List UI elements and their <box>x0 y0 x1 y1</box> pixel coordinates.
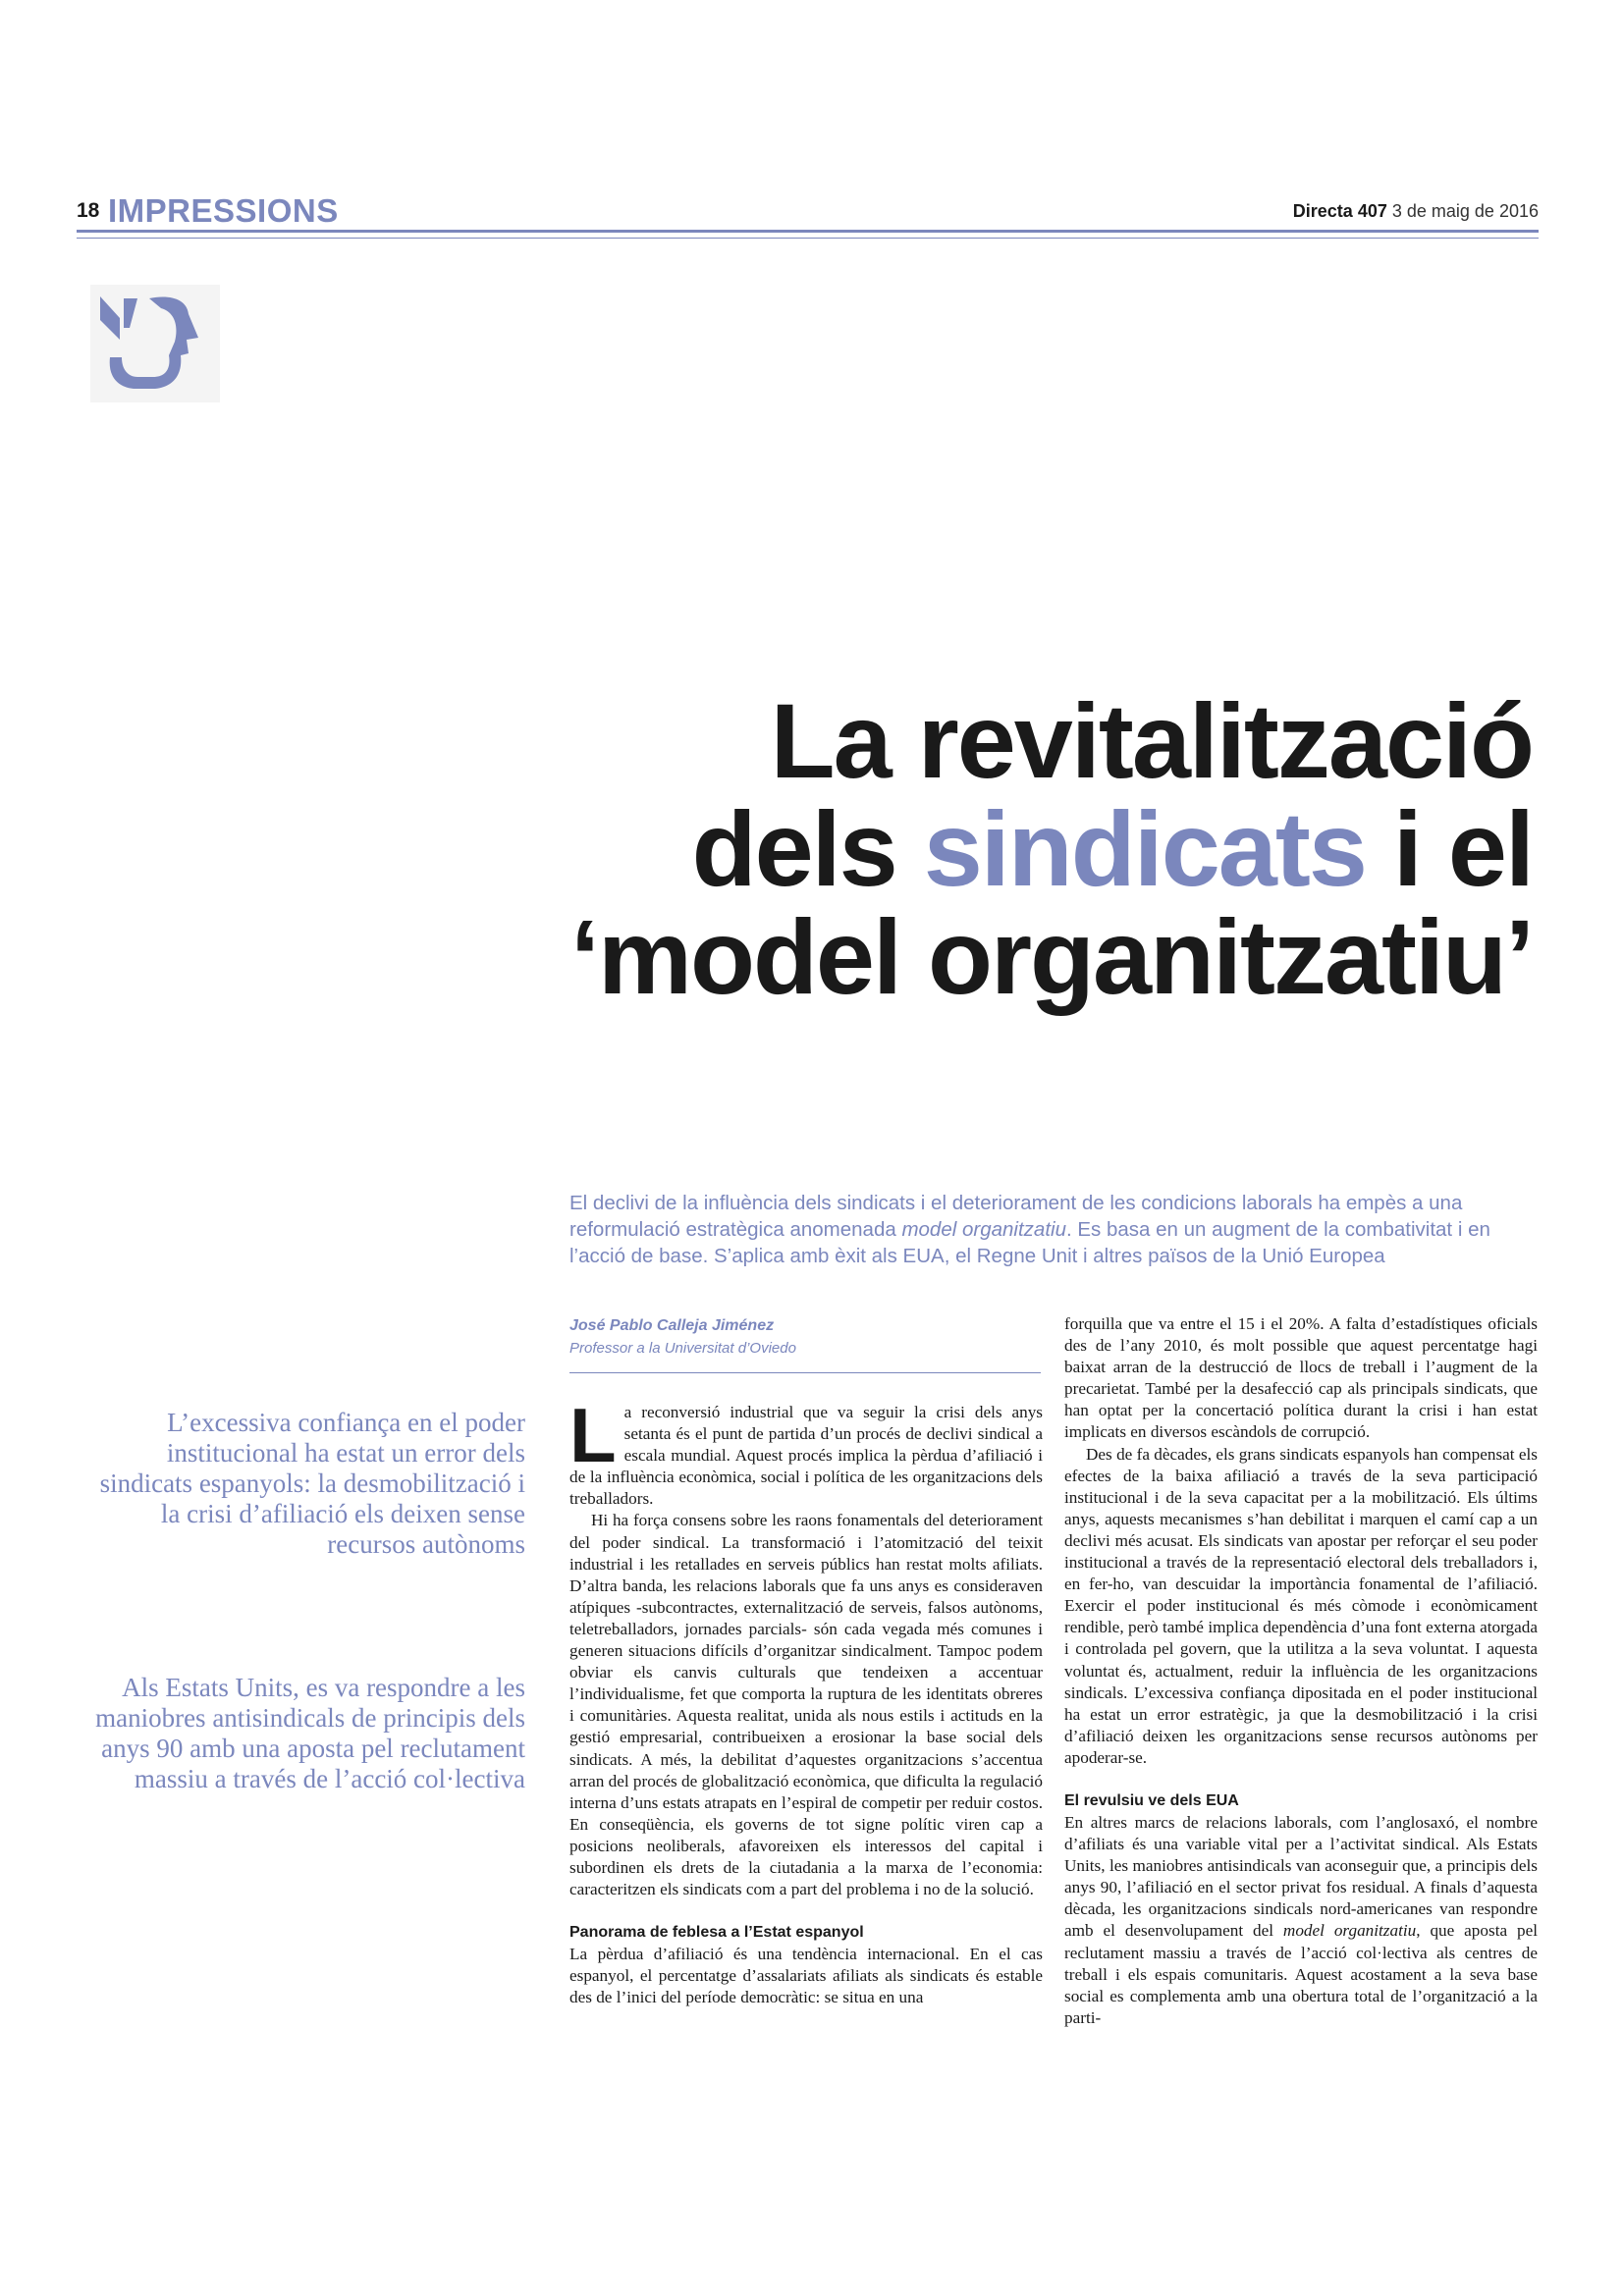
standfirst-text: El declivi de la influència dels sindicats i el deteriorament de les condicions laborals ha empès a una reformulació estratègica anomenada <box>569 1192 1463 1241</box>
author-name: José Pablo Calleja Jiménez <box>569 1317 775 1334</box>
headline-accent: sindicats <box>923 789 1366 908</box>
issue-date: 3 de maig de 2016 <box>1391 201 1539 221</box>
paragraph-text: , que aposta pel reclutament massiu a través de l’acció col·lectiva als centres de treball i els espais comunitaris. Aquest acostament a la seva base social es complementa amb una obertura total de l’organització a la parti- <box>1064 1921 1538 2027</box>
section-title: IMPRESSIONS <box>108 192 339 229</box>
paragraph-italic: model organitzatiu <box>1282 1921 1417 1941</box>
pull-quote: Als Estats Units, es va respondre a les maniobres antisindicals de principis dels anys 90 amb una aposta pel reclutament massiu a través de l’acció col·lectiva <box>95 1673 525 1793</box>
head-profile-icon <box>90 285 220 402</box>
body-column-2 <box>1064 1313 1538 2029</box>
page-number: 18 <box>77 199 100 222</box>
headline-text: dels <box>691 789 924 908</box>
body-paragraph: La pèrdua d’afiliació és una tendència internacional. En el cas espanyol, el percentatge d’assalariats afiliats als sindicats és estable des de l’inici del període democràtic: se situa en una <box>569 1945 1043 2007</box>
header-rule-thin <box>77 238 1539 239</box>
pull-quote: L’excessiva confiança en el poder institucional ha estat un error dels sindicats espanyols: la desmobilització i la crisi d’afiliació els deixen sense recursos autònoms <box>99 1408 525 1559</box>
body-paragraph <box>1064 1812 1538 2029</box>
headline <box>256 681 1533 1016</box>
author-role: Professor a la Universitat d’Oviedo <box>569 1340 796 1357</box>
standfirst <box>569 1190 1551 1269</box>
headline-text: i el <box>1365 789 1533 908</box>
subheading: El revulsiu ve dels EUA <box>1064 1791 1239 1809</box>
body-paragraph-continued: forquilla que va entre el 15 i el 20%. A falta d’estadístiques oficials des de l’any 2010, és molt possible que aquest percentatge hagi baixat arran de la destrucció de llocs de treball i l’augment de la precarietat. També per la desafecció cap als principals sindicats, que han optat per la concertació política durant la crisi i han estat implicats en diversos escàndols de corrupció. <box>1064 1314 1538 1442</box>
subheading: Panorama de feblesa a l’Estat espanyol <box>569 1924 864 1942</box>
body-paragraph <box>569 1392 1043 1510</box>
standfirst-text: . Es basa en un augment de la combativitat i en l’acció de base. S’aplica amb èxit als EUA, el Regne Unit i altres països de la Unió Europea <box>569 1218 1490 1267</box>
paragraph-text: a reconversió industrial que va seguir la crisi dels anys setanta és el punt de partida d’un procés de declivi sindical a escala mundial. Aquest procés implica la pèrdua d’afiliació i de la influència econòmica, social i política de les organitzacions dels treballadors. <box>569 1403 1043 1509</box>
headline-line-1: La revitalització <box>770 681 1533 800</box>
author-divider <box>569 1372 1041 1373</box>
body-paragraph: Des de fa dècades, els grans sindicats espanyols han compensat els efectes de la baixa afiliació a través de la seva participació institucional i de la seva capacitat per a la mobilització. Els últims anys, aquests mecanismes s’han debilitat i marquen el camí cap a un declivi més acusat. Els sindicats van apostar per reforçar el seu poder institucional a través de la representació electoral dels treballadors i, en fer-ho, van descuidar la importància fonamental de l’afiliació. Exercir el poder institucional és més còmode i econòmicament rendible, però també implica dependència d’una font externa atorgada i controlada pel govern, que la utilitza a la seva voluntat. I aquesta voluntat és, actualment, reduir la influència de les organitzacions sindicals. L’excessiva confiança dipositada en el poder institucional ha estat un error estratègic, ja que la desmobilització i la crisi d’afiliació deixen les organitzacions sense recursos autònoms per apoderar-se. <box>1064 1444 1538 1767</box>
publication-name: Directa 407 <box>1292 201 1387 221</box>
header-rule <box>77 230 1539 233</box>
drop-cap: L <box>569 1392 617 1478</box>
headline-line-3: ‘model organitzatiu’ <box>569 897 1533 1016</box>
body-column-1 <box>569 1392 1043 2008</box>
headline-line-2 <box>256 789 1533 908</box>
issue-info <box>1293 201 1539 222</box>
body-paragraph: Hi ha força consens sobre les raons fonamentals del deteriorament del poder sindical. La transformació i l’atomització del teixit industrial i les retallades en serveis públics han restat molts afiliats. D’altra banda, les relacions laborals que fa uns anys es consideraven atípiques -subcontractes, externalització de serveis, falsos autònoms, teletreballadors, jornades parcials- són cada vegada més comunes i generen situacions difícils d’organitzar sindicalment. Tampoc podem obviar els canvis culturals que tendeixen a accentuar l’individualisme, fet que comporta la ruptura de les identitats obreres i comunitàries. Aquesta realitat, unida als nous estils i actituds en la gestió empresarial, contribueixen a erosionar la base social dels sindicats. A més, la debilitat d’aquestes organitzacions s’accentua arran del procés de globalització econòmica, que dificulta la regulació interna d’uns estats atrapats en l’espiral de competir per reduir costos. En conseqüència, els governs de tot signe polític viren cap a posicions neoliberals, afavoreixen els interessos del capital i subordinen els drets de la ciutadania a la marxa de l’economia: caracteritzen els sindicats com a part del problema i no de la solució. <box>569 1511 1043 1899</box>
standfirst-italic: model organitzatiu <box>901 1218 1066 1241</box>
paragraph-text: En altres marcs de relacions laborals, com l’anglosaxó, el nombre d’afiliats és una variable vital per a l’activitat sindical. Als Estats Units, les maniobres antisindicals van aconseguir que, a principis dels anys 90, l’afiliació en el sector privat fos residual. A finals d’aquesta dècada, les organitzacions sindicals nord-americanes van respondre amb el desenvolupament del <box>1064 1812 1538 1941</box>
